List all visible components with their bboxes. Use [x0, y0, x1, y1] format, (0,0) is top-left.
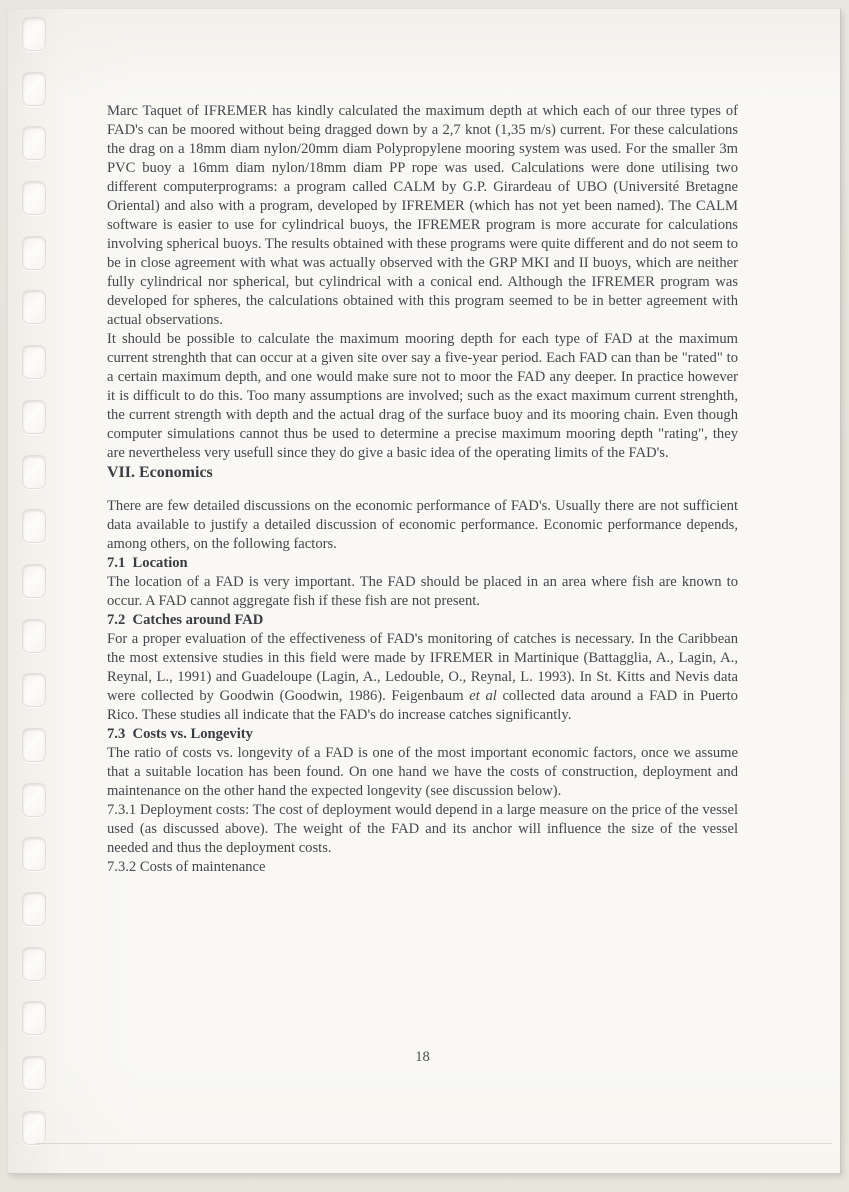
- subheading-7-2-catches: 7.2 Catches around FAD: [107, 612, 264, 628]
- paragraph-mooring-depth-calc: Marc Taquet of IFREMER has kindly calculated the maximum depth at which each of our three types of FAD's can be moored without being dragged down by a 2,7 knot (1,35 m/s) current. For these calculations the drag on a 18mm diam nylon/20mm diam Polypropylene mooring system was used. For the smaller 3m PVC buoy a 16mm diam nylon/18mm diam PP rope was used. Calculations were done utilising two different computerprograms: a program called CALM by G.P. Girardeau of UBO (Université Bretagne Oriental) and also with a program, developed by IFREMER (which has not yet been named). The CALM software is easier to use for cylindrical buoys, the IFREMER program is more accurate for calculations involving spherical buoys. The results obtained with these programs were quite different and do not seem to be in close agreement with what was actually observed with the GRP MKI and II buoys, which are neither fully cylindrical nor spherical, but cylindrical with a conical end. Although the IFREMER program was developed for spheres, the calculations obtained with this program seemed to be in better agreement with actual observations.: [107, 103, 738, 328]
- section-heading-economics: VII. Economics: [107, 464, 213, 481]
- binding-hole: [22, 400, 46, 434]
- subheading-7-3-costs-longevity: 7.3 Costs vs. Longevity: [107, 726, 253, 742]
- binding-holes: [22, 17, 48, 1145]
- binding-hole: [22, 1001, 46, 1035]
- binding-hole: [22, 72, 46, 106]
- paragraph-7-3-1-deployment-costs: 7.3.1 Deployment costs: The cost of deployment would depend in a large measure on the price of the vessel used (as discussed above). The weight of the FAD and its anchor will influence the size of the vessel needed and thus the deployment costs.: [107, 802, 738, 856]
- binding-hole: [22, 564, 46, 598]
- paragraph-7-2-body: [107, 630, 738, 725]
- paragraph-mooring-depth-rating: It should be possible to calculate the maximum mooring depth for each type of FAD at the maximum current strenghth that can occur at a given site over say a five-year period. Each FAD can than be "rated" to a certain maximum depth, and one would make sure not to moor the FAD any deeper. In practice however it is difficult to do this. Too many assumptions are involved; such as the exact maximum current strenghth, the current strength with depth and the actual drag of the surface buoy and its mooring chain. Even though computer simulations cannot thus be used to determine a precise maximum mooring depth "rating", they are nevertheless very usefull since they do give a basic idea of the operating limits of the FAD's.: [107, 331, 738, 461]
- paragraph-economics-intro: There are few detailed discussions on the economic performance of FAD's. Usually there are not sufficient data available to justify a detailed discussion of economic performance. Economic performance depends, among others, on the following factors.: [107, 498, 738, 552]
- paragraph-7-2-text-post: collected data around a FAD in Puerto Rico. These studies all indicate that the FAD's do increase catches significantly.: [107, 688, 738, 723]
- binding-hole: [22, 892, 46, 926]
- page-number: 18: [415, 1049, 430, 1065]
- paragraph-7-2-et-al: et al: [469, 688, 497, 704]
- paper-crease-line: [36, 1143, 832, 1144]
- binding-hole: [22, 783, 46, 817]
- document-page: [8, 9, 841, 1174]
- binding-hole: [22, 345, 46, 379]
- binding-hole: [22, 126, 46, 160]
- binding-hole: [22, 1111, 46, 1145]
- binding-hole: [22, 290, 46, 324]
- binding-hole: [22, 619, 46, 653]
- paragraph-7-1-body: The location of a FAD is very important. The FAD should be placed in an area where fish are known to occur. A FAD cannot aggregate fish if these fish are not present.: [107, 574, 738, 609]
- binding-hole: [22, 837, 46, 871]
- paragraph-7-2-text-pre: For a proper evaluation of the effectiveness of FAD's monitoring of catches is necessary. In the Caribbean the most extensive studies in this field were made by IFREMER in Martinique (Battagglia, A., Lagin, A., Reynal, L., 1991) and Guadeloupe (Lagin, A., Ledouble, O., Reynal, L. 1993). In St. Kitts and Nevis data were collected by Goodwin (Goodwin, 1986). Feigenbaum: [107, 631, 738, 704]
- binding-hole: [22, 728, 46, 762]
- binding-hole: [22, 236, 46, 270]
- paragraph-7-3-2-costs-maintenance: 7.3.2 Costs of maintenance: [107, 859, 266, 875]
- binding-hole: [22, 17, 46, 51]
- binding-hole: [22, 455, 46, 489]
- binding-hole: [22, 509, 46, 543]
- paragraph-7-3-body: The ratio of costs vs. longevity of a FAD is one of the most important economic factors, once we assume that a suitable location has been found. On one hand we have the costs of construction, deployment and maintenance on the other hand the expected longevity (see discussion below).: [107, 745, 738, 799]
- binding-hole: [22, 947, 46, 981]
- subheading-7-1-location: 7.1 Location: [107, 555, 188, 571]
- binding-hole: [22, 1056, 46, 1090]
- binding-hole: [22, 673, 46, 707]
- binding-hole: [22, 181, 46, 215]
- page-body-text: [107, 102, 738, 877]
